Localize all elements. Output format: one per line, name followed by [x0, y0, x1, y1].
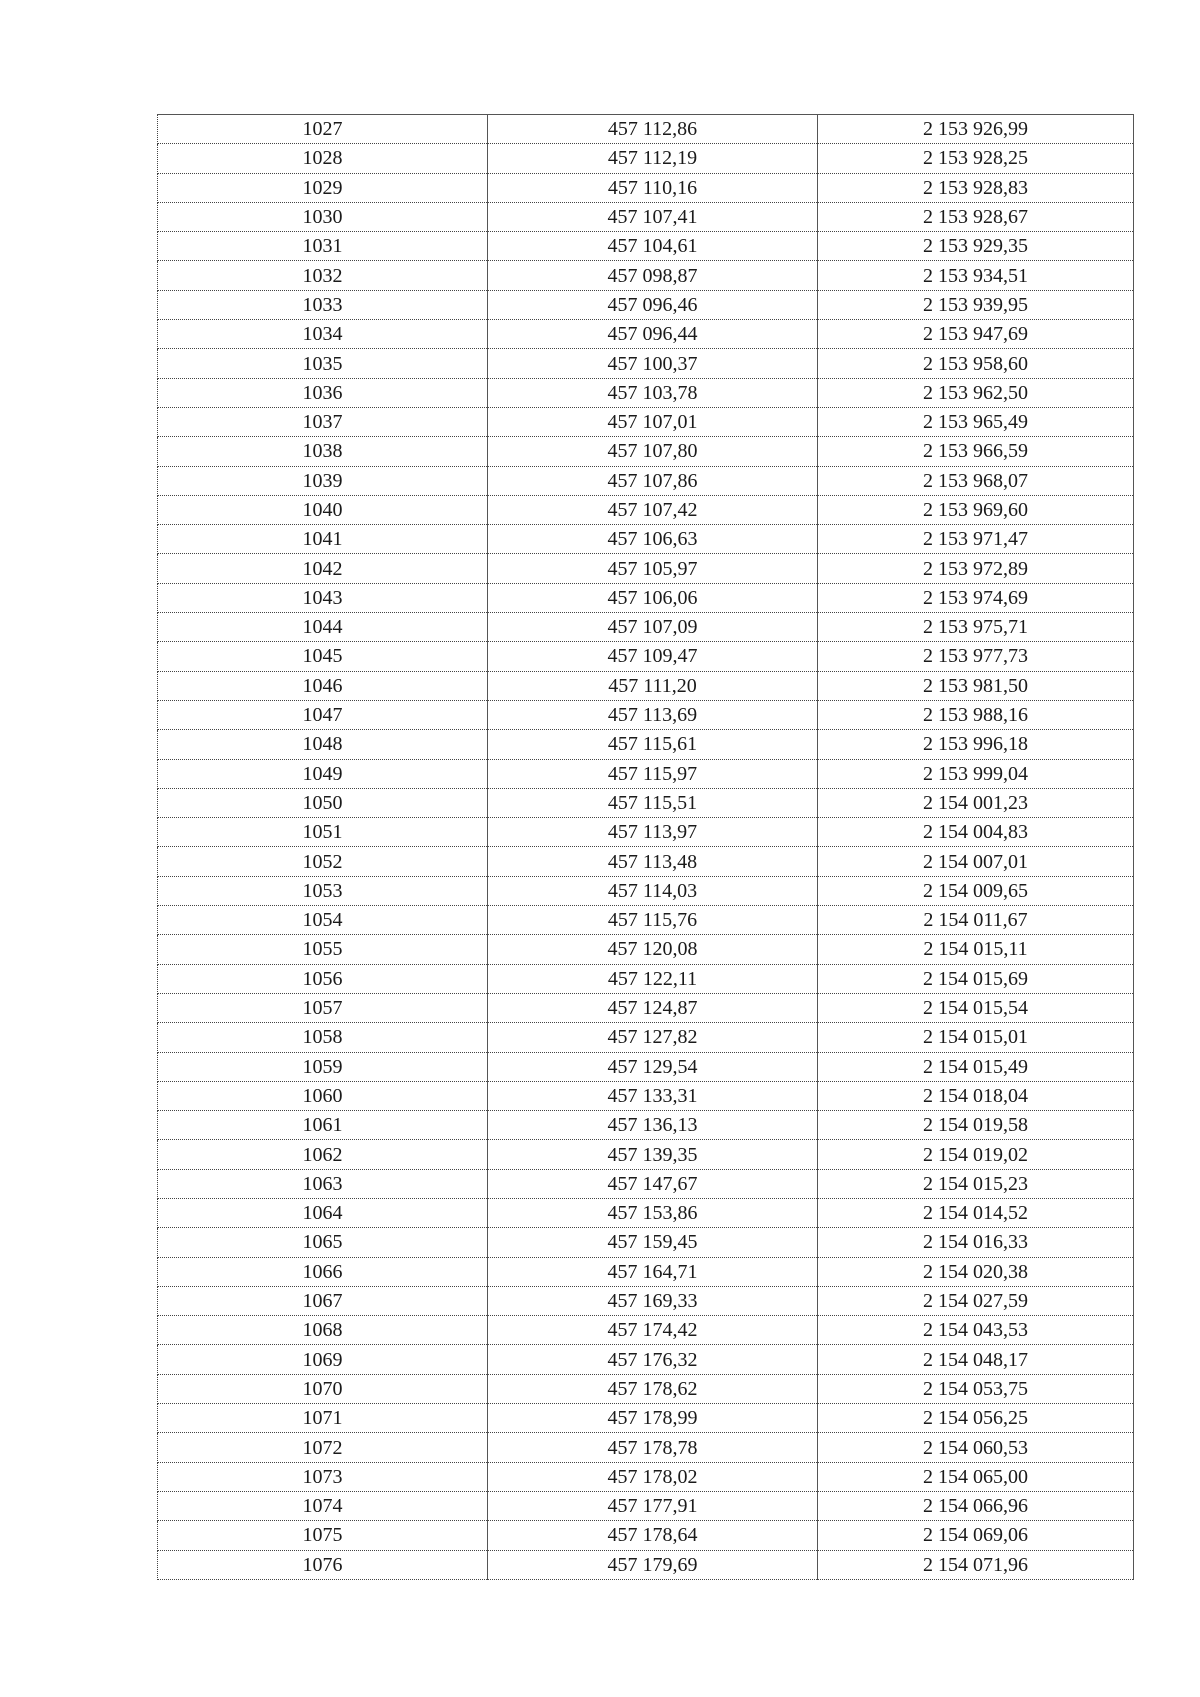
- y-coordinate-cell: 2 153 934,51: [818, 261, 1134, 290]
- y-coordinate-cell: 2 154 015,11: [818, 935, 1134, 964]
- x-coordinate-cell: 457 107,41: [488, 202, 818, 231]
- point-number-cell: 1068: [158, 1316, 488, 1345]
- y-coordinate-cell: 2 153 971,47: [818, 525, 1134, 554]
- y-coordinate-cell: 2 153 975,71: [818, 613, 1134, 642]
- x-coordinate-cell: 457 107,42: [488, 495, 818, 524]
- y-coordinate-cell: 2 154 015,49: [818, 1052, 1134, 1081]
- table-row: [158, 642, 1134, 671]
- y-coordinate-cell: 2 153 981,50: [818, 671, 1134, 700]
- table-row: [158, 1374, 1134, 1403]
- table-row: [158, 1462, 1134, 1491]
- point-number-cell: 1038: [158, 437, 488, 466]
- x-coordinate-cell: 457 114,03: [488, 876, 818, 905]
- point-number-cell: 1050: [158, 788, 488, 817]
- y-coordinate-cell: 2 153 988,16: [818, 700, 1134, 729]
- point-number-cell: 1041: [158, 525, 488, 554]
- table-row: [158, 964, 1134, 993]
- y-coordinate-cell: 2 154 001,23: [818, 788, 1134, 817]
- x-coordinate-cell: 457 104,61: [488, 232, 818, 261]
- table-row: [158, 1286, 1134, 1315]
- y-coordinate-cell: 2 153 928,67: [818, 202, 1134, 231]
- y-coordinate-cell: 2 153 928,25: [818, 144, 1134, 173]
- point-number-cell: 1032: [158, 261, 488, 290]
- point-number-cell: 1036: [158, 378, 488, 407]
- y-coordinate-cell: 2 154 060,53: [818, 1433, 1134, 1462]
- x-coordinate-cell: 457 122,11: [488, 964, 818, 993]
- y-coordinate-cell: 2 153 962,50: [818, 378, 1134, 407]
- y-coordinate-cell: 2 153 928,83: [818, 173, 1134, 202]
- point-number-cell: 1030: [158, 202, 488, 231]
- table-row: [158, 202, 1134, 231]
- point-number-cell: 1074: [158, 1491, 488, 1520]
- point-number-cell: 1070: [158, 1374, 488, 1403]
- point-number-cell: 1049: [158, 759, 488, 788]
- y-coordinate-cell: 2 153 966,59: [818, 437, 1134, 466]
- x-coordinate-cell: 457 096,46: [488, 290, 818, 319]
- point-number-cell: 1034: [158, 320, 488, 349]
- point-number-cell: 1071: [158, 1404, 488, 1433]
- y-coordinate-cell: 2 153 958,60: [818, 349, 1134, 378]
- point-number-cell: 1033: [158, 290, 488, 319]
- point-number-cell: 1031: [158, 232, 488, 261]
- y-coordinate-cell: 2 154 011,67: [818, 906, 1134, 935]
- x-coordinate-cell: 457 159,45: [488, 1228, 818, 1257]
- point-number-cell: 1044: [158, 613, 488, 642]
- table-row: [158, 1081, 1134, 1110]
- table-row: [158, 613, 1134, 642]
- x-coordinate-cell: 457 107,09: [488, 613, 818, 642]
- y-coordinate-cell: 2 154 015,54: [818, 993, 1134, 1022]
- point-number-cell: 1058: [158, 1023, 488, 1052]
- table-row: [158, 1257, 1134, 1286]
- x-coordinate-cell: 457 112,19: [488, 144, 818, 173]
- y-coordinate-cell: 2 154 043,53: [818, 1316, 1134, 1345]
- x-coordinate-cell: 457 120,08: [488, 935, 818, 964]
- x-coordinate-cell: 457 178,78: [488, 1433, 818, 1462]
- x-coordinate-cell: 457 100,37: [488, 349, 818, 378]
- y-coordinate-cell: 2 153 929,35: [818, 232, 1134, 261]
- point-number-cell: 1052: [158, 847, 488, 876]
- x-coordinate-cell: 457 177,91: [488, 1491, 818, 1520]
- point-number-cell: 1053: [158, 876, 488, 905]
- x-coordinate-cell: 457 176,32: [488, 1345, 818, 1374]
- table-row: [158, 1140, 1134, 1169]
- table-row: [158, 1345, 1134, 1374]
- y-coordinate-cell: 2 154 019,58: [818, 1111, 1134, 1140]
- table-row: [158, 1169, 1134, 1198]
- table-row: [158, 1521, 1134, 1550]
- y-coordinate-cell: 2 153 947,69: [818, 320, 1134, 349]
- point-number-cell: 1076: [158, 1550, 488, 1579]
- x-coordinate-cell: 457 136,13: [488, 1111, 818, 1140]
- coordinates-table-body: [158, 115, 1134, 1580]
- x-coordinate-cell: 457 107,80: [488, 437, 818, 466]
- x-coordinate-cell: 457 174,42: [488, 1316, 818, 1345]
- x-coordinate-cell: 457 164,71: [488, 1257, 818, 1286]
- table-row: [158, 261, 1134, 290]
- y-coordinate-cell: 2 153 977,73: [818, 642, 1134, 671]
- x-coordinate-cell: 457 105,97: [488, 554, 818, 583]
- y-coordinate-cell: 2 154 048,17: [818, 1345, 1134, 1374]
- x-coordinate-cell: 457 106,63: [488, 525, 818, 554]
- y-coordinate-cell: 2 154 069,06: [818, 1521, 1134, 1550]
- table-row: [158, 1491, 1134, 1520]
- x-coordinate-cell: 457 113,48: [488, 847, 818, 876]
- y-coordinate-cell: 2 154 071,96: [818, 1550, 1134, 1579]
- table-row: [158, 525, 1134, 554]
- table-row: [158, 1111, 1134, 1140]
- table-row: [158, 1052, 1134, 1081]
- x-coordinate-cell: 457 110,16: [488, 173, 818, 202]
- y-coordinate-cell: 2 154 016,33: [818, 1228, 1134, 1257]
- point-number-cell: 1060: [158, 1081, 488, 1110]
- y-coordinate-cell: 2 154 018,04: [818, 1081, 1134, 1110]
- table-row: [158, 320, 1134, 349]
- point-number-cell: 1073: [158, 1462, 488, 1491]
- point-number-cell: 1054: [158, 906, 488, 935]
- x-coordinate-cell: 457 103,78: [488, 378, 818, 407]
- point-number-cell: 1059: [158, 1052, 488, 1081]
- table-row: [158, 144, 1134, 173]
- table-row: [158, 378, 1134, 407]
- table-row: [158, 993, 1134, 1022]
- point-number-cell: 1075: [158, 1521, 488, 1550]
- point-number-cell: 1029: [158, 173, 488, 202]
- y-coordinate-cell: 2 153 972,89: [818, 554, 1134, 583]
- x-coordinate-cell: 457 178,64: [488, 1521, 818, 1550]
- table-row: [158, 759, 1134, 788]
- point-number-cell: 1051: [158, 818, 488, 847]
- table-row: [158, 1316, 1134, 1345]
- x-coordinate-cell: 457 106,06: [488, 583, 818, 612]
- x-coordinate-cell: 457 129,54: [488, 1052, 818, 1081]
- point-number-cell: 1055: [158, 935, 488, 964]
- table-row: [158, 173, 1134, 202]
- y-coordinate-cell: 2 154 066,96: [818, 1491, 1134, 1520]
- table-row: [158, 1550, 1134, 1579]
- table-row: [158, 1404, 1134, 1433]
- table-row: [158, 818, 1134, 847]
- point-number-cell: 1067: [158, 1286, 488, 1315]
- point-number-cell: 1064: [158, 1198, 488, 1227]
- table-row: [158, 1198, 1134, 1227]
- table-row: [158, 935, 1134, 964]
- x-coordinate-cell: 457 113,69: [488, 700, 818, 729]
- table-row: [158, 1228, 1134, 1257]
- table-row: [158, 232, 1134, 261]
- y-coordinate-cell: 2 153 965,49: [818, 407, 1134, 436]
- table-row: [158, 495, 1134, 524]
- x-coordinate-cell: 457 115,51: [488, 788, 818, 817]
- x-coordinate-cell: 457 107,86: [488, 466, 818, 495]
- y-coordinate-cell: 2 154 065,00: [818, 1462, 1134, 1491]
- x-coordinate-cell: 457 178,62: [488, 1374, 818, 1403]
- y-coordinate-cell: 2 153 999,04: [818, 759, 1134, 788]
- y-coordinate-cell: 2 154 056,25: [818, 1404, 1134, 1433]
- x-coordinate-cell: 457 124,87: [488, 993, 818, 1022]
- table-row: [158, 788, 1134, 817]
- x-coordinate-cell: 457 133,31: [488, 1081, 818, 1110]
- x-coordinate-cell: 457 115,76: [488, 906, 818, 935]
- x-coordinate-cell: 457 115,61: [488, 730, 818, 759]
- y-coordinate-cell: 2 154 007,01: [818, 847, 1134, 876]
- point-number-cell: 1040: [158, 495, 488, 524]
- table-row: [158, 437, 1134, 466]
- point-number-cell: 1028: [158, 144, 488, 173]
- point-number-cell: 1046: [158, 671, 488, 700]
- x-coordinate-cell: 457 111,20: [488, 671, 818, 700]
- y-coordinate-cell: 2 154 015,23: [818, 1169, 1134, 1198]
- y-coordinate-cell: 2 154 004,83: [818, 818, 1134, 847]
- y-coordinate-cell: 2 154 009,65: [818, 876, 1134, 905]
- coordinates-table: [157, 114, 1134, 1580]
- x-coordinate-cell: 457 098,87: [488, 261, 818, 290]
- table-row: [158, 407, 1134, 436]
- y-coordinate-cell: 2 153 939,95: [818, 290, 1134, 319]
- x-coordinate-cell: 457 139,35: [488, 1140, 818, 1169]
- x-coordinate-cell: 457 107,01: [488, 407, 818, 436]
- point-number-cell: 1027: [158, 115, 488, 144]
- x-coordinate-cell: 457 153,86: [488, 1198, 818, 1227]
- point-number-cell: 1035: [158, 349, 488, 378]
- point-number-cell: 1039: [158, 466, 488, 495]
- x-coordinate-cell: 457 115,97: [488, 759, 818, 788]
- y-coordinate-cell: 2 154 015,01: [818, 1023, 1134, 1052]
- y-coordinate-cell: 2 154 015,69: [818, 964, 1134, 993]
- x-coordinate-cell: 457 127,82: [488, 1023, 818, 1052]
- point-number-cell: 1065: [158, 1228, 488, 1257]
- table-row: [158, 349, 1134, 378]
- point-number-cell: 1048: [158, 730, 488, 759]
- point-number-cell: 1069: [158, 1345, 488, 1374]
- x-coordinate-cell: 457 169,33: [488, 1286, 818, 1315]
- point-number-cell: 1061: [158, 1111, 488, 1140]
- x-coordinate-cell: 457 178,02: [488, 1462, 818, 1491]
- point-number-cell: 1062: [158, 1140, 488, 1169]
- x-coordinate-cell: 457 147,67: [488, 1169, 818, 1198]
- table-row: [158, 847, 1134, 876]
- point-number-cell: 1056: [158, 964, 488, 993]
- y-coordinate-cell: 2 153 974,69: [818, 583, 1134, 612]
- x-coordinate-cell: 457 112,86: [488, 115, 818, 144]
- table-row: [158, 554, 1134, 583]
- table-row: [158, 700, 1134, 729]
- y-coordinate-cell: 2 153 968,07: [818, 466, 1134, 495]
- point-number-cell: 1057: [158, 993, 488, 1022]
- y-coordinate-cell: 2 154 027,59: [818, 1286, 1134, 1315]
- point-number-cell: 1042: [158, 554, 488, 583]
- x-coordinate-cell: 457 096,44: [488, 320, 818, 349]
- table-row: [158, 466, 1134, 495]
- point-number-cell: 1063: [158, 1169, 488, 1198]
- y-coordinate-cell: 2 153 969,60: [818, 495, 1134, 524]
- table-row: [158, 730, 1134, 759]
- x-coordinate-cell: 457 113,97: [488, 818, 818, 847]
- point-number-cell: 1045: [158, 642, 488, 671]
- x-coordinate-cell: 457 178,99: [488, 1404, 818, 1433]
- table-row: [158, 876, 1134, 905]
- y-coordinate-cell: 2 153 926,99: [818, 115, 1134, 144]
- y-coordinate-cell: 2 154 020,38: [818, 1257, 1134, 1286]
- y-coordinate-cell: 2 153 996,18: [818, 730, 1134, 759]
- table-row: [158, 1023, 1134, 1052]
- point-number-cell: 1072: [158, 1433, 488, 1462]
- table-row: [158, 290, 1134, 319]
- table-row: [158, 1433, 1134, 1462]
- point-number-cell: 1043: [158, 583, 488, 612]
- y-coordinate-cell: 2 154 019,02: [818, 1140, 1134, 1169]
- y-coordinate-cell: 2 154 053,75: [818, 1374, 1134, 1403]
- y-coordinate-cell: 2 154 014,52: [818, 1198, 1134, 1227]
- table-row: [158, 906, 1134, 935]
- x-coordinate-cell: 457 109,47: [488, 642, 818, 671]
- point-number-cell: 1047: [158, 700, 488, 729]
- point-number-cell: 1066: [158, 1257, 488, 1286]
- table-row: [158, 671, 1134, 700]
- table-row: [158, 583, 1134, 612]
- x-coordinate-cell: 457 179,69: [488, 1550, 818, 1579]
- point-number-cell: 1037: [158, 407, 488, 436]
- table-row: [158, 115, 1134, 144]
